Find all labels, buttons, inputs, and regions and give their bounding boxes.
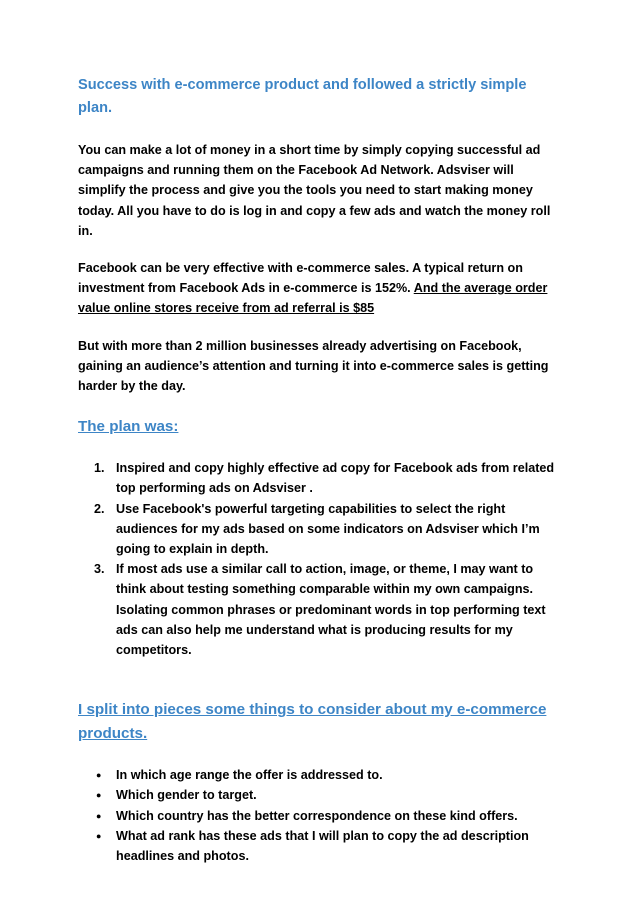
plan-list-number: 1.: [94, 461, 105, 476]
considerations-list-text: Which gender to target.: [116, 788, 257, 803]
considerations-list-item: [78, 785, 563, 805]
bullet-icon: ●: [96, 830, 102, 841]
paragraph-facebook-roi: [78, 258, 563, 319]
paragraph-competition: But with more than 2 million businesses already advertising on Facebook, gaining an audience’s attention and turning it into e-commerce sales is getting harder by the day.: [78, 338, 549, 394]
considerations-list: [78, 765, 563, 866]
considerations-list-text: Which country has the better correspondence on these kind offers.: [116, 808, 518, 823]
document-title: Success with e-commerce product and followed a strictly simple plan.: [78, 77, 527, 116]
plan-list-item: [78, 559, 563, 660]
plan-list-number: 2.: [94, 501, 105, 516]
plan-list-item: [78, 458, 563, 498]
document-page: [78, 74, 563, 866]
considerations-list-item: [78, 806, 563, 826]
plan-list-text: If most ads use a similar call to action, image, or theme, I may want to think about testing something comparable within my own campaigns. Isolating common phrases or predominant words in top performing text ads can also help me understand what is producing results for my competitors.: [116, 562, 546, 658]
bullet-icon: ●: [96, 790, 102, 801]
bullet-icon: ●: [96, 770, 102, 781]
considerations-list-item: [78, 826, 563, 866]
plan-list-text: Use Facebook's powerful targeting capabilities to select the right audiences for my ads based on some indicators on Adsviser which I’m going to explain in depth.: [116, 501, 540, 557]
paragraph-facebook-roi-underlined: And the average order value online stores receive from ad referral is $85: [78, 281, 548, 316]
considerations-list-text: In which age range the offer is addressed to.: [116, 768, 383, 783]
plan-heading: The plan was:: [78, 418, 179, 436]
plan-list-text: Inspired and copy highly effective ad copy for Facebook ads from related top performing ads on Adsviser .: [116, 461, 555, 496]
plan-list: [78, 458, 563, 660]
plan-list-number: 3.: [94, 562, 105, 577]
paragraph-facebook-roi-text: Facebook can be very effective with e-commerce sales. A typical return on investment from Facebook Ads in e-commerce is 152%.: [78, 261, 523, 296]
considerations-heading: I split into pieces some things to consider about my e-commerce products.: [78, 701, 547, 743]
considerations-list-item: [78, 765, 563, 785]
plan-list-item: [78, 499, 563, 560]
bullet-icon: ●: [96, 810, 102, 821]
considerations-list-text: What ad rank has these ads that I will plan to copy the ad description headlines and photos.: [116, 828, 529, 864]
paragraph-intro: You can make a lot of money in a short time by simply copying successful ad campaigns and running them on the Facebook Ad Network. Adsviser will simplify the process and give you the tools you need to start making money today. All you have to do is log in and copy a few ads and watch the money roll in.: [78, 143, 551, 238]
